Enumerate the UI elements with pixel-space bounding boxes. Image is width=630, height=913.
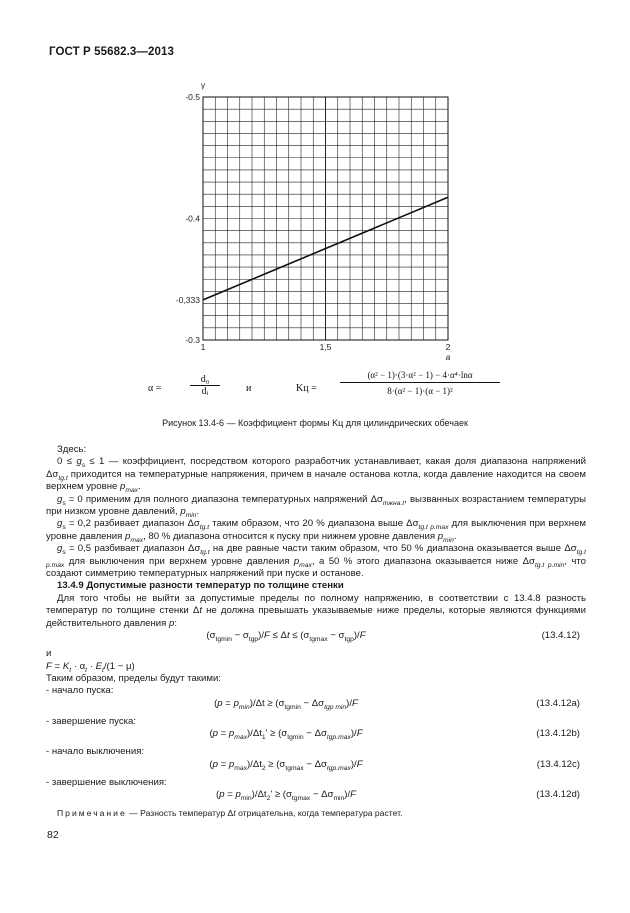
document-id-header: ГОСТ Р 55682.3—2013 (49, 46, 174, 58)
k-numerator: (α² − 1)·(3·α² − 1) − 4·α⁴·lnα (340, 370, 500, 383)
alpha-fraction (190, 374, 220, 397)
equation-13-4-12a: $(p = p_{min})/\Delta t \ge (\sigma_{tgmin} - \Delta\sigma_{tgp min})/F$ (13.4.12a) (214, 697, 580, 711)
equation-13-4-12: $(\sigma_{tgmin} - \sigma_{tgp})/F \le \Delta t \le (\sigma_{tgmax} - \sigma_{tgp})/F$ (13.4.12) (206, 630, 580, 643)
equation-13-4-12c: $(p = p_{max})/\Delta t_2 \ge (\sigma_{tgmax} - \Delta\sigma_{tgp.max})/F$ (13.4.12c) (209, 758, 580, 772)
x-tick-label: 2 (445, 342, 451, 352)
equation-13-4-12d: $(p = p_{min})/\Delta t_2' \ge (\sigma_{tgmax} - \Delta\sigma_{min})/F$ (13.4.12d) (215, 788, 580, 802)
paragraph-limits-intro: Для того чтобы не выйти за допустимые пределы по полному напряжению, в соответствии с 13.4.8 разность температур по толщине стенки Δt не должна превышать указываемые ниже пределы, которые являются функциями действительного давления p: (46, 592, 586, 629)
alpha-denominator: dᵢ (201, 386, 209, 397)
paragraph-gs-definition: $0 \le g_s \le 1$ — коэффициент, посредством которого разработчик устанавливает, какая доля диапазона напряжений $\Delta\sigma_{tg.t}$ приходится на температурные напряжения, причем в начале останова котла, когда давление находится на своем верхнем уровне $p_{max}$. (46, 456, 586, 495)
y-tick-label: -0.4 (185, 213, 200, 224)
section-heading-13-4-9: 13.4.9 Допустимые разности температур по толщине стенки (57, 580, 344, 592)
f-definition: $F = K_t \cdot \alpha_t \cdot E_t/(1 - \mu)$ (46, 660, 135, 674)
paragraph-gs-05: $g_s = 0,5$ разбивает диапазон $\Delta\sigma_{tg.t}$ на две равные части таким образом, что 50 % диапазона оказывается выше $\Delta\sigma_{tg.t p.max}$ для выключения при верхнем уровне давления $p_{max}$, а 50 % этого диапазона оказывается ниже $\Delta\sigma_{tg.t p.min}$, что создают симметрию температурных напряжений при пуске и останове. (46, 543, 587, 580)
x-axis-label: a (445, 352, 451, 362)
limits-lead: Таким образом, пределы будут такими: (46, 672, 221, 684)
startup-begin-label: - начало пуска: (46, 685, 114, 697)
k-lhs: Kц = (296, 383, 317, 394)
note: Примечание — Разность температур Δt отрицательна, когда температура растет. (57, 807, 403, 818)
page-number: 82 (47, 829, 59, 841)
and-line: и (46, 648, 52, 660)
alpha-numerator: d₀ (190, 374, 220, 386)
form-factor-chart (160, 72, 460, 362)
y-tick-label: -0.3 (185, 335, 200, 345)
paragraph-gs-zero: $g_s = 0$ применим для полного диапазона температурных напряжений $\Delta\sigma_{тжна.t}$, вызванных возрастанием температуры при низком уровне давлений, $p_{min}$. (46, 493, 586, 519)
y-axis-label: γ (200, 80, 206, 90)
alpha-lhs: α = (148, 383, 162, 394)
alpha-formula (148, 383, 161, 394)
equation-13-4-12b: $(p = p_{max})/\Delta t_1' \ge (\sigma_{tgmin} - \Delta\sigma_{tgp.max})/F$ (13.4.12b) (209, 728, 580, 742)
shutdown-begin-label: - начало выключения: (46, 746, 145, 758)
figure-caption: Рисунок 13.4-6 — Коэффициент формы Kц для цилиндрических обечаек (162, 418, 468, 428)
startup-end-label: - завершение пуска: (46, 715, 137, 727)
and-word: и (246, 383, 252, 394)
body-text (46, 444, 586, 819)
k-fraction (340, 370, 500, 396)
paragraph-gs-02: $g_s = 0,2$ разбивает диапазон $\Delta\sigma_{tg.t}$ таким образом, что 20 % диапазона выше $\Delta\sigma_{tg.t p.max}$ для выключения при верхнем уровне давления $p_{max}$, 80 % диапазона относится к пуску при нижнем уровне давления $p_{min}$. (46, 518, 587, 544)
x-tick-label: 1 (200, 342, 206, 352)
shutdown-end-label: - завершение выключения: (46, 776, 167, 788)
y-tick-label: -0.5 (185, 92, 200, 102)
chart-grid (203, 97, 448, 340)
x-tick-label: 1,5 (319, 342, 332, 352)
k-denominator: 8·(α² − 1)·(α − 1)² (387, 386, 453, 396)
here-label: Здесь: (57, 444, 87, 455)
y-tick-label: -0,333 (175, 294, 200, 305)
